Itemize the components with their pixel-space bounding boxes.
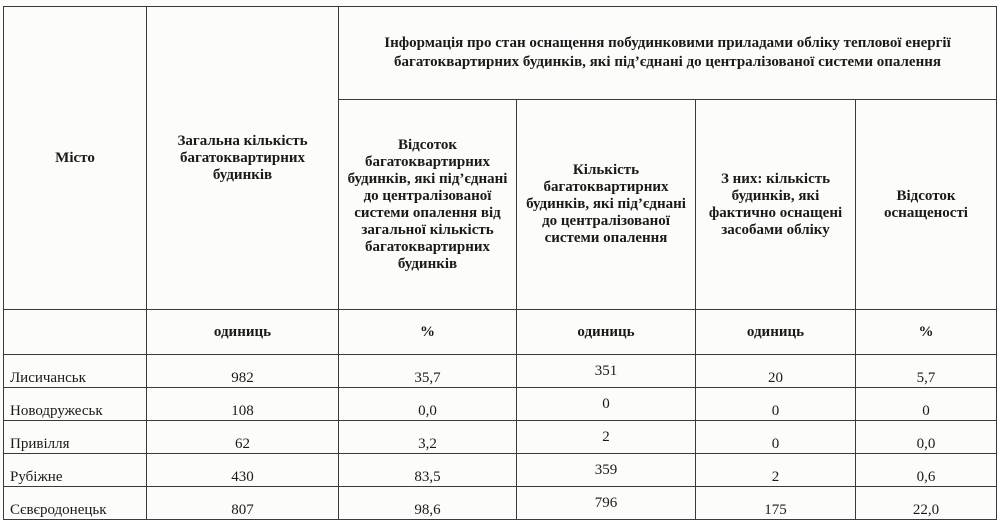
percent-equipped-cell: 0,0 <box>856 421 997 454</box>
unit-percent-connected: % <box>339 310 517 355</box>
unit-equipped-count: одиниць <box>696 310 856 355</box>
table-row <box>4 355 997 388</box>
percent-equipped-cell: 0 <box>856 388 997 421</box>
total-cell: 982 <box>147 355 339 388</box>
total-cell: 108 <box>147 388 339 421</box>
percent-connected-cell: 3,2 <box>339 421 517 454</box>
percent-connected-header: Відсоток багатоквартирних будинків, які під’єднані до централізованої системи опалення від загальної кількість багатоквартирних будинків <box>339 100 517 310</box>
equipped-count-cell: 0 <box>696 421 856 454</box>
equipped-count-cell: 0 <box>696 388 856 421</box>
connected-count-cell: 359 <box>517 454 696 487</box>
group-column-header: Інформація про стан оснащення побудинковими приладами обліку теплової енергії багатоквартирних будинків, які під’єднані до централізованої системи опалення <box>339 7 997 100</box>
table-row <box>4 421 997 454</box>
unit-cell-empty <box>4 310 147 355</box>
city-column-header: Місто <box>4 7 147 310</box>
unit-total: одиниць <box>147 310 339 355</box>
percent-connected-cell: 35,7 <box>339 355 517 388</box>
equipped-count-cell: 175 <box>696 487 856 520</box>
percent-equipped-cell: 22,0 <box>856 487 997 520</box>
table-row <box>4 388 997 421</box>
connected-count-cell: 351 <box>517 355 696 388</box>
total-cell: 807 <box>147 487 339 520</box>
percent-equipped-cell: 0,6 <box>856 454 997 487</box>
percent-connected-cell: 98,6 <box>339 487 517 520</box>
total-column-header: Загальна кількість багатоквартирних будинків <box>147 7 339 310</box>
equipped-count-cell: 2 <box>696 454 856 487</box>
table-row <box>4 487 997 520</box>
percent-connected-cell: 0,0 <box>339 388 517 421</box>
city-cell: Сєвєродонецьк <box>4 487 147 520</box>
table-row <box>4 454 997 487</box>
city-cell: Рубіжне <box>4 454 147 487</box>
connected-count-header: Кількість багатоквартирних будинків, які під’єднані до централізованої системи опалення <box>517 100 696 310</box>
heat-meter-table <box>3 6 997 520</box>
unit-connected-count: одиниць <box>517 310 696 355</box>
percent-equipped-header: Відсоток оснащеності <box>856 100 997 310</box>
unit-percent-equipped: % <box>856 310 997 355</box>
connected-count-cell: 796 <box>517 487 696 520</box>
equipped-count-cell: 20 <box>696 355 856 388</box>
city-cell: Лисичанськ <box>4 355 147 388</box>
total-cell: 62 <box>147 421 339 454</box>
connected-count-cell: 2 <box>517 421 696 454</box>
percent-equipped-cell: 5,7 <box>856 355 997 388</box>
equipped-count-header: З них: кількість будинків, які фактично оснащені засобами обліку <box>696 100 856 310</box>
connected-count-cell: 0 <box>517 388 696 421</box>
percent-connected-cell: 83,5 <box>339 454 517 487</box>
city-cell: Привілля <box>4 421 147 454</box>
city-cell: Новодружеськ <box>4 388 147 421</box>
total-cell: 430 <box>147 454 339 487</box>
